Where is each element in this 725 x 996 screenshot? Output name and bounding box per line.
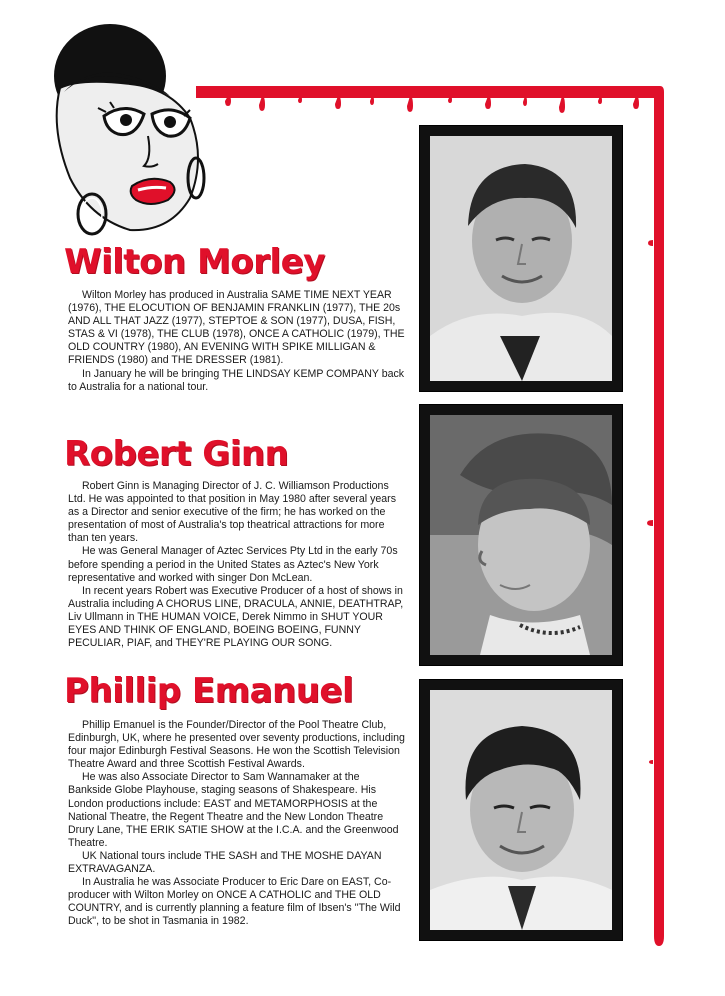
bio-paragraph: In Australia he was Associate Producer to Eric Dare on EAST, Co-producer with Wilton Morley on ONCE A CATHOLIC and THE OLD COUNTRY, and is currently planning a feature film of Ibsen's ''The Wild Duck'', to be shot in Tasmania in 1982. (68, 876, 401, 928)
bio-paragraph: He was also Associate Director to Sam Wannamaker at the Bankside Globe Playhouse, staging seasons of Shakespeare. His London productions include: EAST and METAMORPHOSIS at the National Theatre, the Regent Theatre and the New London Theatre Drury Lane, THE ERIK SATIE SHOW at the I.C.A. and the Greenwood Theatre. (68, 771, 399, 849)
bio-paragraph: In recent years Robert was Executive Producer of a host of shows in Australia including A CHORUS LINE, DRACULA, ANNIE, DEATHTRAP, Liv Ullmann in THE HUMAN VOICE, Derek Nimmo in SHUT YOUR EYES AND THINK OF ENGLAND, BOEING BOEING, FUNNY PECULIAR, PIAF, and THEY'RE PLAYING OUR SONG. (68, 584, 404, 650)
bio-phillip-emanuel (68, 719, 406, 929)
portrait-wilton-morley-icon (430, 136, 612, 381)
masked-face-mascot-icon (40, 18, 210, 250)
portrait-photo-robert-ginn (419, 404, 623, 666)
bio-paragraph: Phillip Emanuel is the Founder/Director of the Pool Theatre Club, Edinburgh, UK, where he presented over seventy productions, including four major Edinburgh Festival Seasons. He won the Scottish Television Theatre Award and three Scottish Festival Awards. (68, 719, 405, 771)
bio-wilton-morley (68, 289, 406, 394)
person-name-wilton-morley: Wilton Morley (64, 242, 325, 282)
portrait-phillip-emanuel-icon (430, 690, 612, 930)
bio-robert-ginn (68, 480, 406, 650)
bio-paragraph: UK National tours include THE SASH and THE MOSHE DAYAN EXTRAVAGANZA. (68, 849, 382, 876)
portrait-photo-phillip-emanuel (419, 679, 623, 941)
person-name-phillip-emanuel: Phillip Emanuel (64, 671, 354, 711)
bio-paragraph: Wilton Morley has produced in Australia SAME TIME NEXT YEAR (1976), THE ELOCUTION OF BENJAMIN FRANKLIN (1977), THE 20s AND ALL THAT JAZZ (1977), STEPTOE & SON (1977), DUSA, FISH, STAS & VI (1978), THE CLUB (1978), ONCE A CATHOLIC (1979), THE OLD COUNTRY (1980), AN EVENING WITH SPIKE MILLIGAN & FRIENDS (1980) and THE DRESSER (1981). (68, 289, 405, 367)
portrait-robert-ginn-icon (430, 415, 612, 655)
portrait-photo-wilton-morley (419, 125, 623, 392)
bio-paragraph: In January he will be bringing THE LINDSAY KEMP COMPANY back to Australia for a national tour. (68, 367, 405, 393)
bio-paragraph: He was General Manager of Aztec Services Pty Ltd in the early 70s before spending a period in the United States as Aztec's New York representative and worked with singer Don McLean. (68, 545, 398, 584)
person-name-robert-ginn: Robert Ginn (64, 434, 289, 474)
bio-paragraph: Robert Ginn is Managing Director of J. C. Williamson Productions Ltd. He was appointed to that position in May 1980 after several years as a Director and senior executive of the firm; he has worked on the presentation of most of Australia's top theatrical attractions for more than ten years. (68, 480, 397, 545)
